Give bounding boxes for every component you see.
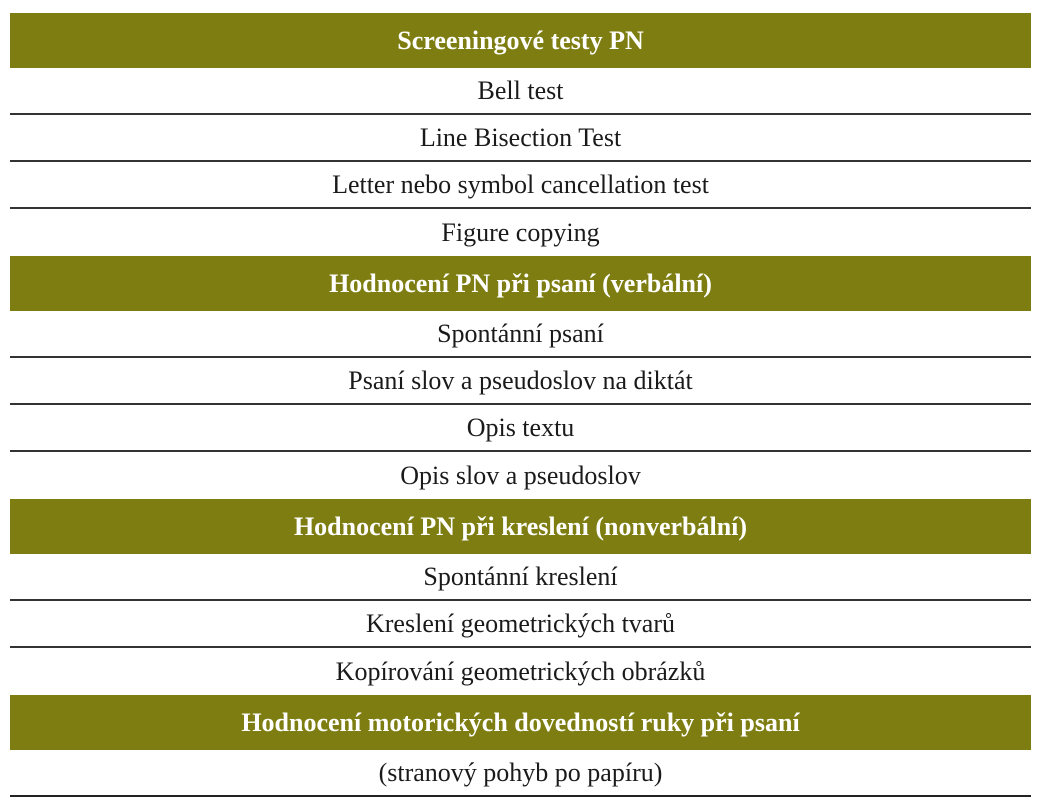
section-drawing-nonverbal — [10, 499, 1031, 695]
section-header: Screeningové testy PN — [10, 13, 1031, 68]
table-row: Spontánní psaní — [10, 311, 1031, 358]
table-row: Line Bisection Test — [10, 115, 1031, 162]
table-row: Bell test — [10, 68, 1031, 115]
section-header: Hodnocení PN při kreslení (nonverbální) — [10, 499, 1031, 554]
table-row: Psaní slov a pseudoslov na diktát — [10, 358, 1031, 405]
table-row: Opis textu — [10, 405, 1031, 452]
table-row: Opis slov a pseudoslov — [400, 460, 641, 490]
section-header: Hodnocení PN při psaní (verbální) — [10, 256, 1031, 311]
section-motor-skills — [10, 695, 1031, 797]
assessment-table — [10, 13, 1031, 797]
table-row: Kopírování geometrických obrázků — [335, 656, 706, 686]
section-screening — [10, 13, 1031, 256]
table-row: Kreslení geometrických tvarů — [10, 601, 1031, 648]
section-header: Hodnocení motorických dovedností ruky při psaní — [10, 695, 1031, 750]
table-row: Spontánní kreslení — [10, 554, 1031, 601]
table-row: Letter nebo symbol cancellation test — [10, 162, 1031, 209]
section-writing-verbal — [10, 256, 1031, 499]
table-row: (stranový pohyb po papíru) — [10, 750, 1031, 797]
table-row: Figure copying — [441, 217, 600, 247]
